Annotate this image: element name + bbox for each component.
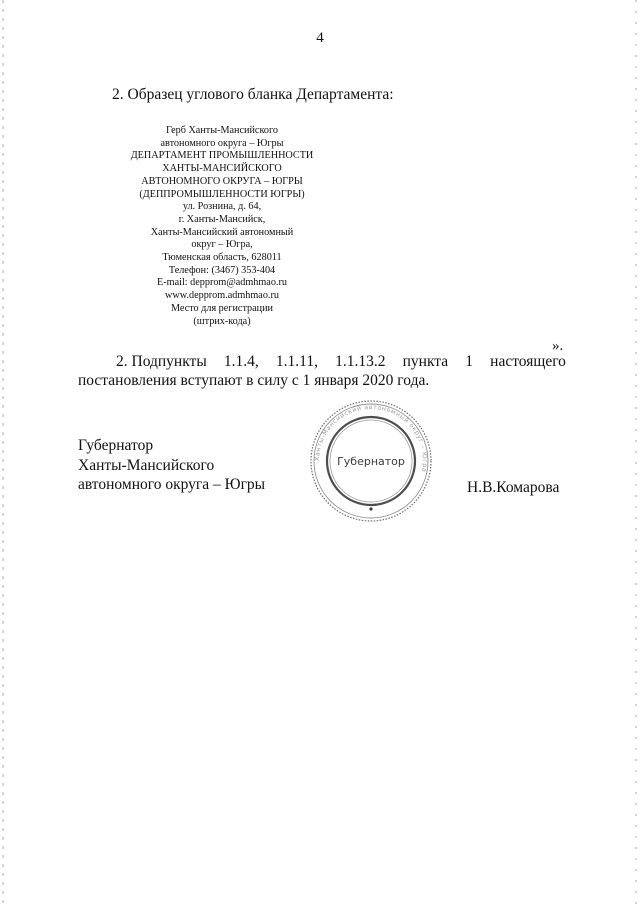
paragraph-word: 1.1.11, (275, 353, 318, 370)
letterhead-sample (118, 125, 326, 328)
paragraph-effective-date (78, 352, 566, 390)
letterhead-line: ХАНТЫ-МАНСИЙСКОГО (162, 163, 282, 175)
paragraph-word: 1.1.4, (223, 353, 259, 370)
closing-quote: ». (552, 338, 564, 354)
signer-title-line: автономного округа – Югры (78, 476, 266, 493)
letterhead-line: г. Ханты-Мансийск, (178, 213, 266, 225)
scan-edge-left (2, 0, 4, 905)
paragraph-word: настоящего (490, 353, 566, 370)
paragraph-line-1 (78, 352, 566, 371)
letterhead-line: ДЕПАРТАМЕНТ ПРОМЫШЛЕННОСТИ (130, 150, 314, 162)
letterhead-line: АВТОНОМНОГО ОКРУГА – ЮГРЫ (141, 175, 303, 187)
signer-name: Н.В.Комарова (467, 479, 560, 496)
page-number: 4 (316, 30, 324, 46)
section-heading: 2. Образец углового бланка Департамента: (112, 86, 394, 103)
letterhead-line: (штрих-кода) (193, 315, 251, 327)
letterhead-line: (ДЕППРОМЫШЛЕННОСТИ ЮГРЫ) (139, 188, 305, 200)
paragraph-word: 1 (465, 353, 474, 370)
seal-center-text: Губернатор (337, 455, 405, 468)
paragraph-word: пункта (402, 353, 449, 370)
letterhead-line: Ханты-Мансийский автономный (150, 226, 294, 238)
letterhead-line: Телефон: (3467) 353-404 (168, 264, 276, 276)
letterhead-line: автономного округа – Югры (160, 137, 284, 149)
paragraph-word: 1.1.13.2 (335, 353, 386, 370)
letterhead-line: www.depprom.admhmao.ru (165, 290, 279, 302)
letterhead-line: округ – Югра, (191, 239, 253, 251)
seal-ring-text: Ханты-Мансийский автономный округ – Югра (313, 403, 429, 473)
signer-title (78, 436, 265, 495)
official-seal-stamp (296, 396, 446, 526)
letterhead-line: E-mail: depprom@admhmao.ru (157, 277, 287, 289)
paragraph-word: 2. Подпункты (116, 353, 207, 370)
paragraph-line-2: постановления вступают в силу с 1 января 2020 года. (78, 372, 430, 389)
signer-title-line: Губернатор (78, 437, 154, 454)
signer-title-line: Ханты-Мансийского (78, 456, 215, 474)
letterhead-line: Тюменская область, 628011 (162, 252, 282, 264)
letterhead-line: ул. Рознина, д. 64, (182, 201, 262, 213)
letterhead-line: Место для регистрации (171, 302, 273, 314)
seal-dot (369, 507, 372, 510)
letterhead-line: Герб Ханты-Мансийского (165, 125, 278, 136)
scan-edge-right (635, 0, 637, 905)
